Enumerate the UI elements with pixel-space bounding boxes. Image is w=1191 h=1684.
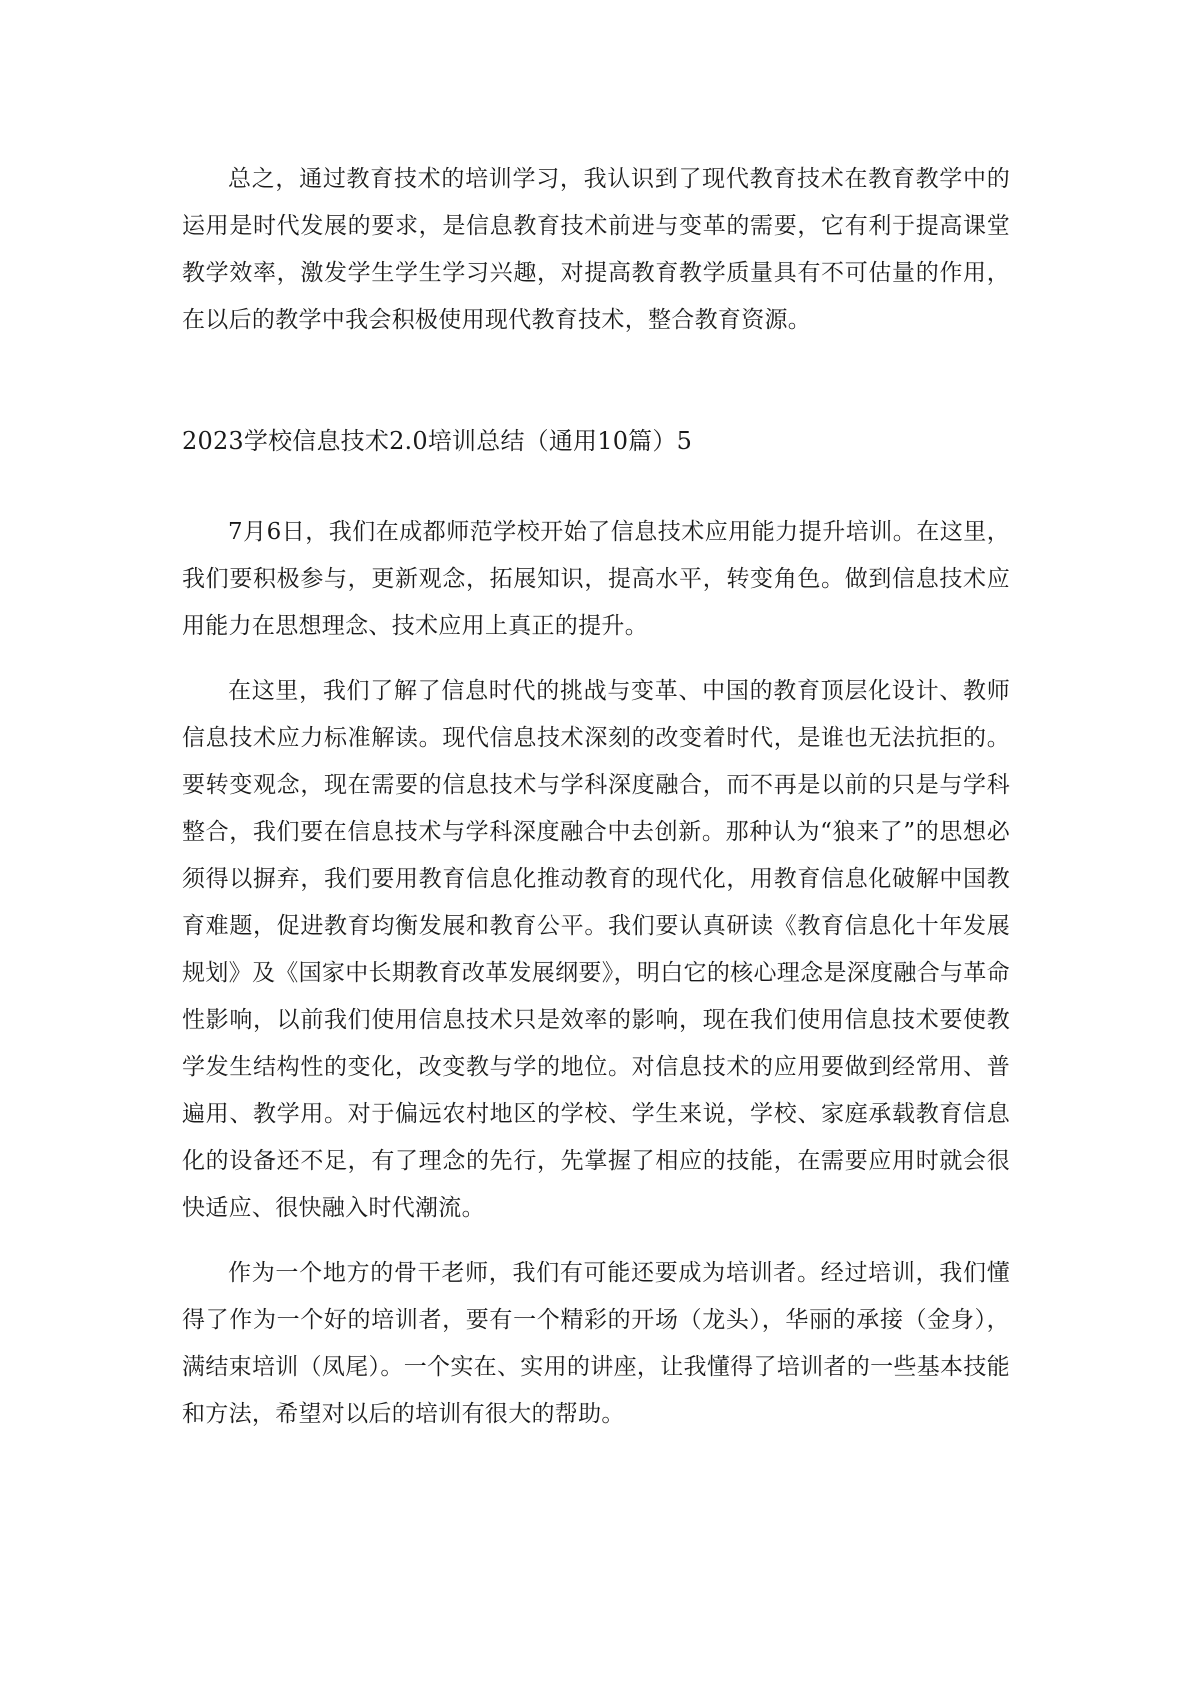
paragraph: 作为一个地方的骨干老师，我们有可能还要成为培训者。经过培训，我们懂得了作为一个好的培训者，要有一个精彩的开场（龙头），华丽的承接（金身），满结束培训（凤尾）。一个实在、实用的讲座，让我懂得了培训者的一些基本技能和方法，希望对以后的培训有很大的帮助。 (182, 1260, 1010, 1427)
paragraph: 在这里，我们了解了信息时代的挑战与变革、中国的教育顶层化设计、教师信息技术应力标准解读。现代信息技术深刻的改变着时代，是谁也无法抗拒的。要转变观念，现在需要的信息技术与学科深度融合，而不再是以前的只是与学科整合，我们要在信息技术与学科深度融合中去创新。那种认为“狼来了”的思想必须得以摒弃，我们要用教育信息化推动教育的现代化，用教育信息化破解中国教育难题，促进教育均衡发展和教育公平。我们要认真研读《教育信息化十年发展规划》及《国家中长期教育改革发展纲要》，明白它的核心理念是深度融合与革命性影响，以前我们使用信息技术只是效率的影响，现在我们使用信息技术要使教学发生结构性的变化，改变教与学的地位。对信息技术的应用要做到经常用、普遍用、教学用。对于偏远农村地区的学校、学生来说，学校、家庭承载教育信息化的设备还不足，有了理念的先行，先掌握了相应的技能，在需要应用时就会很快适应、很快融入时代潮流。 (182, 678, 1010, 1221)
document-body (182, 156, 1010, 1438)
paragraph-summary: 总之，通过教育技术的培训学习，我认识到了现代教育技术在教育教学中的运用是时代发展的要求，是信息教育技术前进与变革的需要，它有利于提高课堂教学效率，激发学生学生学习兴趣，对提高教育教学质量具有不可估量的作用，在以后的教学中我会积极使用现代教育技术，整合教育资源。 (182, 166, 1010, 333)
paragraph: 7月6日，我们在成都师范学校开始了信息技术应用能力提升培训。在这里，我们要积极参与，更新观念，拓展知识，提高水平，转变角色。做到信息技术应用能力在思想理念、技术应用上真正的提升。 (182, 519, 1010, 639)
section-title: 2023学校信息技术2.0培训总结（通用10篇）5 (182, 427, 693, 455)
